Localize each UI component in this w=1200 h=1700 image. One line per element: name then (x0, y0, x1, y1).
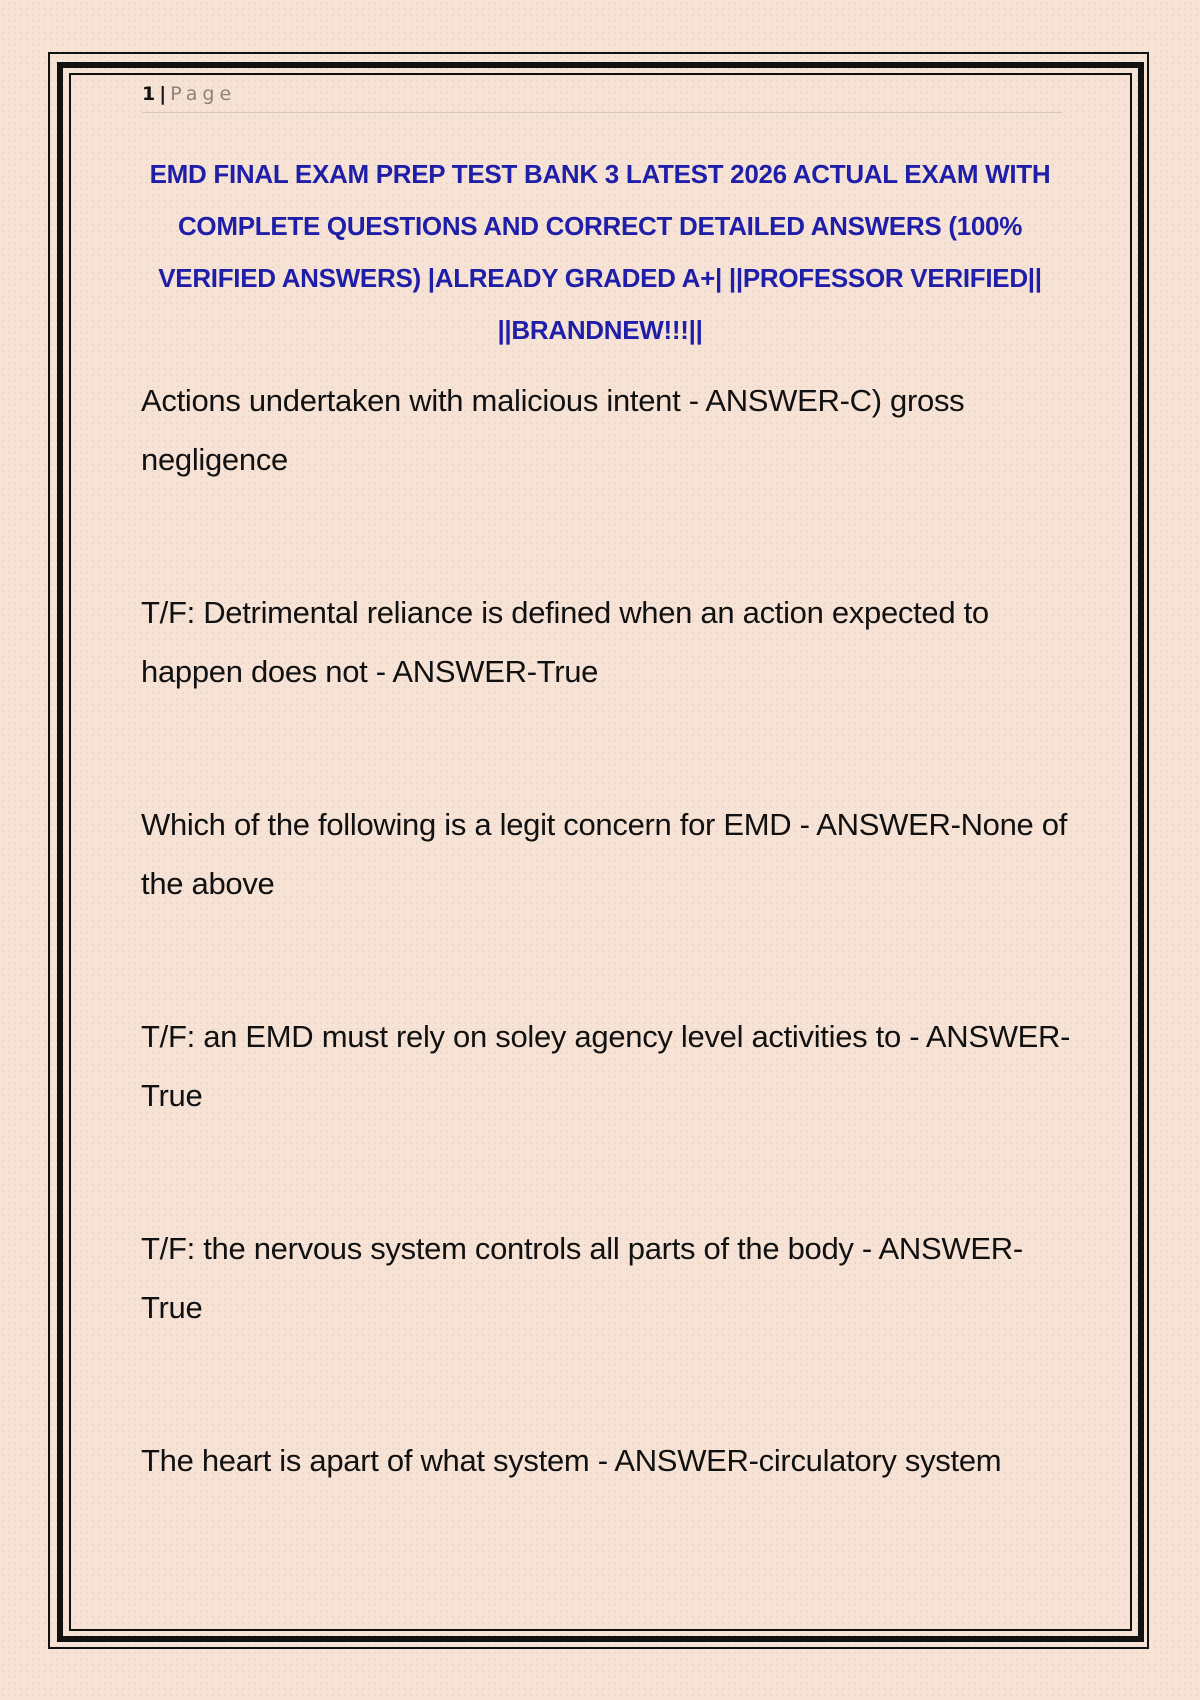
page-number: 1 (142, 83, 156, 105)
document-title: EMD FINAL EXAM PREP TEST BANK 3 LATEST 2026 ACTUAL EXAM WITH COMPLETE QUESTIONS AND CORRECT DETAILED ANSWERS (100% VERIFIED ANSWERS) |ALREADY GRADED A+| ||PROFESSOR VERIFIED|| ||BRANDNEW!!!|| (149, 159, 1051, 345)
qa-item: T/F: an EMD must rely on soley agency level activities to - ANSWER-True (141, 1019, 1071, 1113)
qa-item: The heart is apart of what system - ANSWER-circulatory system (141, 1443, 1002, 1478)
page-header (142, 82, 1062, 113)
page-separator: | (159, 83, 167, 105)
qa-item: T/F: Detrimental reliance is defined when an action expected to happen does not - ANSWER-True (141, 595, 989, 689)
qa-item: Which of the following is a legit concern for EMD - ANSWER-None of the above (141, 807, 1068, 901)
qa-list (141, 371, 1081, 1490)
qa-item: T/F: the nervous system controls all parts of the body - ANSWER-True (141, 1231, 1023, 1325)
qa-item: Actions undertaken with malicious intent - ANSWER-C) gross negligence (141, 383, 965, 477)
page-label: Page (170, 83, 237, 105)
